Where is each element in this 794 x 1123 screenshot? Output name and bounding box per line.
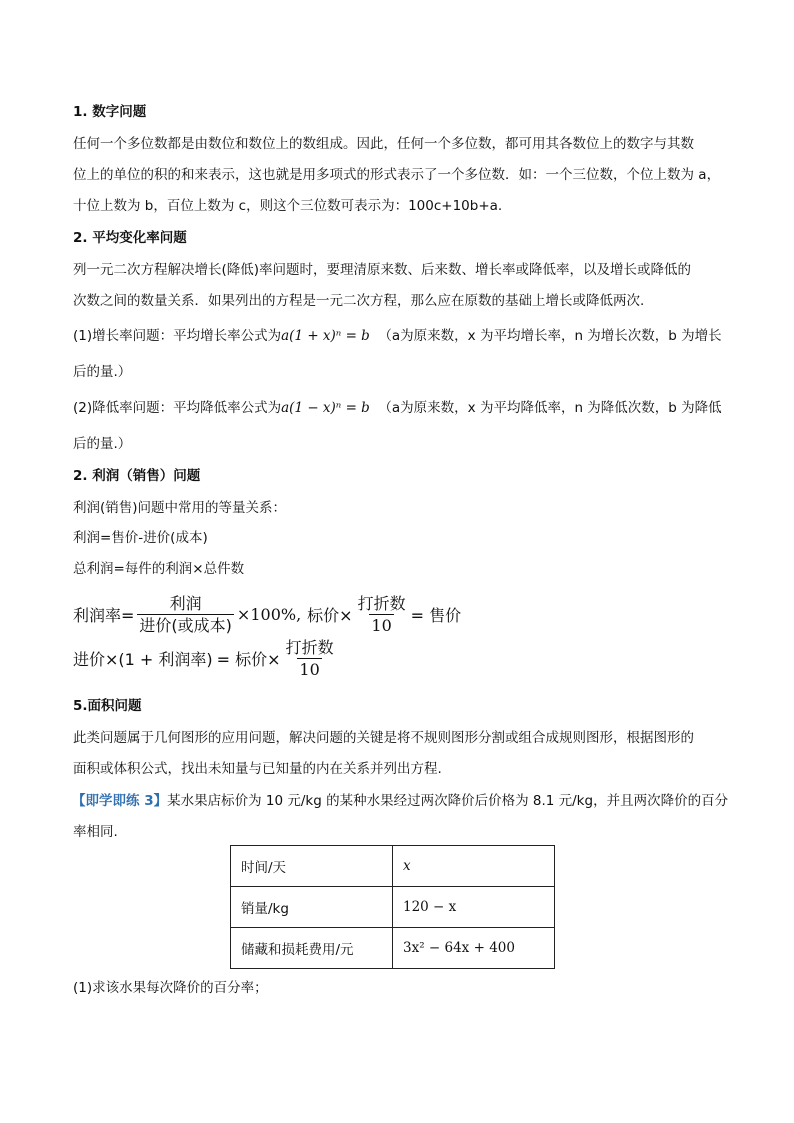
section-1-text-line-3: 十位上数为 b，百位上数为 c，则这个三位数可表示为：100c+10b+a. [73,198,503,214]
data-table [230,845,555,969]
percent-factor: ×100%, [236,605,302,624]
discount-fraction-2-denominator: 10 [299,660,320,679]
table-cell-label: 销量/kg [231,887,393,928]
section-2-heading: 2. 平均变化率问题 [73,230,187,246]
discount-fraction-2-numerator: 打折数 [285,638,334,657]
table-cell-label: 储藏和损耗费用/元 [231,928,393,969]
growth-rate-prefix: (1)增长率问题：平均增长率公式为 [73,328,282,344]
section-2-text-line-2: 次数之间的数量关系．如果列出的方程是一元二次方程，那么应在原数的基础上增长或降低两次. [73,293,645,309]
section-5-heading: 5.面积问题 [73,698,142,714]
growth-rate-formula: a(1 + x)ⁿ = b [281,328,370,344]
table-cell-value: 3x² − 64x + 400 [393,928,555,969]
discount-fraction-denominator: 10 [371,616,392,635]
table-cell-value: x [393,846,555,887]
practice-continuation: 率相同. [73,824,118,840]
section-3-text-line-3: 总利润=每件的利润×总件数 [73,561,245,577]
selling-price-rhs: = 售价 [410,606,462,625]
section-2-text-line-1: 列一元二次方程解决增长(降低)率问题时，要理清原来数、后来数、增长率或降低率，以及增长或降低的 [73,262,692,278]
section-1-heading: 1. 数字问题 [73,104,147,120]
discount-fraction-numerator: 打折数 [357,594,406,613]
profit-fraction-denominator: 进价(或成本) [139,616,232,635]
question-1: (1)求该水果每次降价的百分率； [73,980,268,996]
section-5-text-line-2: 面积或体积公式，找出未知量与已知量的内在关系并列出方程. [73,761,442,777]
growth-rate-continuation: 后的量.） [73,364,132,380]
growth-rate-item [73,326,722,346]
section-3-text-line-2: 利润=售价-进价(成本) [73,530,208,546]
profit-rate-fraction [137,594,234,635]
list-price-label: 标价× [307,606,353,625]
table-row [231,846,555,887]
table-cell-label: 时间/天 [231,846,393,887]
practice-problem [72,791,728,811]
decline-rate-suffix: （a为原来数，x 为平均降低率，n 为降低次数，b 为降低 [378,400,722,416]
section-1-text-line-2: 位上的单位的积的和来表示，这也就是用多项式的形式表示了一个多位数．如：一个三位数，个位上数为 a， [73,167,721,183]
discount-fraction [356,594,408,635]
list-price-mid: = 标价× [216,650,281,669]
profit-fraction-numerator: 利润 [169,594,202,613]
discount-fraction-2 [284,638,336,679]
profit-rate-formula [73,594,461,635]
table-row [231,887,555,928]
practice-text: 某水果店标价为 10 元/kg 的某种水果经过两次降价后价格为 8.1 元/kg，并且两次降价的百分 [167,793,729,809]
section-5-text-line-1: 此类问题属于几何图形的应用问题，解决问题的关键是将不规则图形分割或组合成规则图形，根据图形的 [73,730,694,746]
cost-price-formula [73,638,339,679]
practice-tag: 【即学即练 3】 [72,793,168,809]
decline-rate-prefix: (2)降低率问题：平均降低率公式为 [73,400,282,416]
profit-rate-lhs: 利润率= [73,606,135,625]
section-3-text-line-1: 利润(销售)问题中常用的等量关系： [73,500,287,516]
decline-rate-continuation: 后的量.） [73,436,132,452]
decline-rate-item [73,398,722,418]
table-row [231,928,555,969]
section-1-text-line-1: 任何一个多位数都是由数位和数位上的数组成。因此，任何一个多位数，都可用其各数位上的数字与其数 [73,136,694,152]
profit-rate-paren: (1 + 利润率) [118,650,213,669]
decline-rate-formula: a(1 − x)ⁿ = b [281,400,370,416]
growth-rate-suffix: （a为原来数，x 为平均增长率，n 为增长次数，b 为增长 [378,328,722,344]
section-3-heading: 2. 利润（销售）问题 [73,468,201,484]
cost-price-lhs: 进价× [73,650,119,669]
table-cell-value: 120 − x [393,887,555,928]
